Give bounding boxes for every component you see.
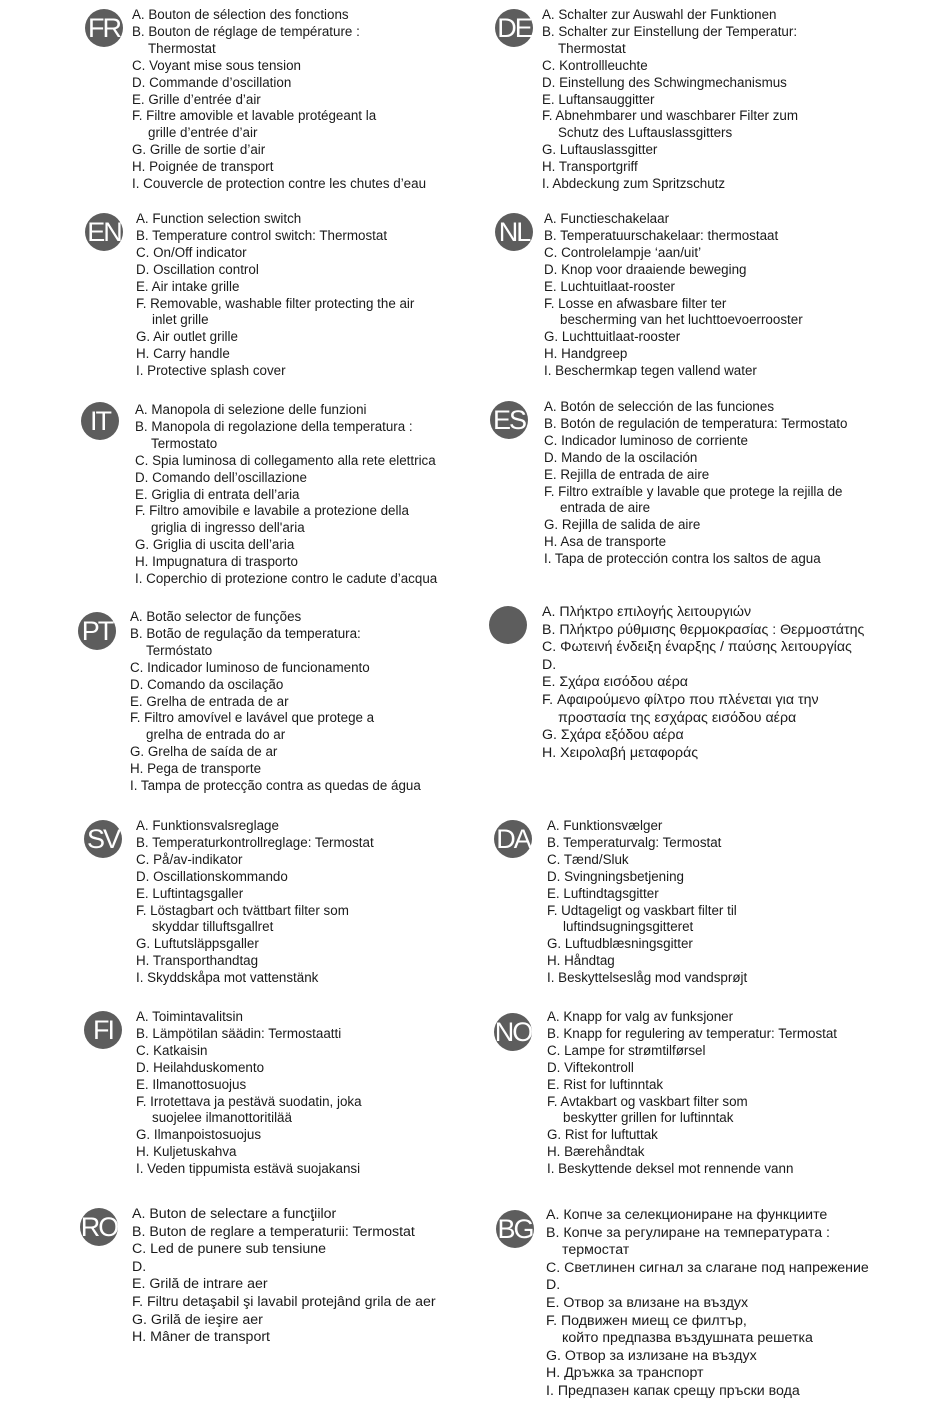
list-item [544,329,803,346]
item-text: H. Kuljetuskahva [136,1144,237,1160]
language-badge [489,606,527,644]
item-text: E. Luftindtagsgitter [547,885,659,901]
item-text: B. Knapp for regulering av temperatur: Termostat [547,1025,838,1041]
item-text: B. Копче за регулиране на температурата : [546,1224,830,1241]
list-item [544,211,803,228]
item-text: A. Manopola di selezione delle funzioni [135,402,367,417]
list-item [547,953,747,970]
item-text-continuation: grelha de entrada do ar [146,727,286,743]
list-item [544,517,847,534]
item-text-continuation: който предпазва въздушната решетка [562,1330,813,1347]
list-item [542,727,864,745]
item-text: B. Botão de regulação da temperatura: [130,625,361,641]
item-text: F. Avtakbart og vaskbart filter som [547,1093,748,1109]
item-text: D. [546,1277,561,1294]
language-badge: SV [84,820,122,858]
list-item [135,470,437,487]
item-text: A. Toimintavalitsin [136,1009,243,1024]
item-text: C. Katkaisin [136,1042,208,1058]
list-item [136,818,374,835]
item-text-continuation: термостат [562,1242,630,1259]
list-item [135,537,437,554]
item-text: H. Pega de transporte [130,761,262,777]
item-text: G. Σχάρα εξόδου αέρα [542,727,684,744]
list-item [136,1094,362,1128]
list-item [135,554,437,571]
list-item [544,228,803,245]
item-text: B. Temperature control switch: Thermostat [136,227,388,243]
list-item [132,1206,436,1224]
item-text-continuation: inlet grille [152,312,209,328]
list-item [135,571,437,588]
item-text: B. Temperaturkontrollreglage: Termostat [136,834,374,850]
language-badge: FR [85,9,123,47]
item-text: G. Luftudblæsningsgitter [547,936,693,952]
item-text: E. Rejilla de entrada de aire [544,466,710,482]
list-item [542,674,864,692]
item-text: H. Bærehåndtak [547,1144,645,1160]
item-text: A. Botón de selección de las funciones [544,399,775,414]
item-text: A. Копче за селекциониране на функциите [546,1207,828,1223]
item-text: E. Luftintagsgaller [136,885,244,901]
list-item [547,1077,837,1094]
item-text: C. Led de punere sub tensiune [132,1241,327,1258]
language-badge: NO [494,1013,532,1051]
item-text: D. Heilahduskomento [136,1059,265,1075]
list-item [132,1294,436,1312]
list-item [135,402,437,419]
item-text: A. Funktionsvalsreglage [136,818,279,833]
list-item [542,604,864,622]
list-item [544,534,847,551]
item-text: F. Filtro extraíble y lavable que protege la rejilla de [544,483,843,499]
item-text: H. Poignée de transport [132,159,274,175]
list-item [546,1295,869,1313]
item-text: C. Indicador luminoso de funcionamento [130,659,370,675]
list-item [136,835,374,852]
item-text: D. Comando dell’oscillazione [135,469,307,485]
parts-list [544,399,847,568]
item-text: H. Transporthandtag [136,953,259,969]
list-item [542,142,798,159]
item-text: D. Oscillation control [136,261,259,277]
list-item [132,92,426,109]
list-item [136,228,414,245]
list-item [136,1009,362,1026]
list-item [136,1144,362,1161]
item-text-continuation: luftindsugningsgitteret [563,919,694,935]
list-item [132,142,426,159]
list-item [135,453,437,470]
list-item [544,467,847,484]
list-item [542,176,798,193]
language-badge: PT [78,612,116,650]
list-item [136,1060,362,1077]
list-item [132,75,426,92]
parts-list [130,609,421,795]
list-item [544,551,847,568]
item-text: C. Voyant mise sous tension [132,57,301,73]
list-item [544,484,847,518]
item-text: A. Bouton de sélection des fonctions [132,7,349,22]
list-item [136,245,414,262]
item-text: D. [132,1258,147,1275]
list-item [542,622,864,640]
parts-list [136,211,414,380]
item-text: B. Manopola di regolazione della temperatura : [135,418,413,434]
list-item [547,903,747,937]
item-text: F. Removable, washable filter protecting the air [136,295,415,311]
list-item [136,903,374,937]
parts-list [547,818,747,987]
item-text-continuation: Thermostat [558,40,626,56]
list-item [542,92,798,109]
list-item [136,1161,362,1178]
item-text: B. Bouton de réglage de température : [132,23,360,39]
language-badge: DA [494,820,532,858]
item-text: I. Предпазен капак срещу пръски вода [546,1382,800,1399]
item-text-continuation: griglia di ingresso dell'aria [151,520,305,536]
list-item [130,710,421,744]
item-text: B. Buton de reglare a temperaturii: Termostat [132,1223,415,1240]
item-text: C. Светлинен сигнал за слагане под напрежение [546,1259,869,1276]
item-text: B. Temperatuurschakelaar: thermostaat [544,227,779,243]
language-badge: NL [495,213,533,251]
list-item [544,416,847,433]
item-text: B. Temperaturvalg: Termostat [547,834,722,850]
item-text: E. Luchtuitlaat-rooster [544,278,675,294]
parts-list [544,211,803,380]
item-text: B. Lämpötilan säädin: Termostaatti [136,1025,342,1041]
list-item [542,24,798,58]
list-item [135,419,437,453]
item-text: D. Mando de la oscilación [544,449,698,465]
list-item [544,245,803,262]
item-text: I. Tapa de protección contra los saltos de agua [544,551,821,567]
list-item [130,744,421,761]
language-badge: IT [81,402,119,440]
list-item [544,262,803,279]
list-item [130,660,421,677]
list-item [136,1026,362,1043]
list-item [547,1127,837,1144]
item-text: D. Oscillationskommando [136,868,288,884]
parts-list [136,818,374,987]
item-text: H. Mâner de transport [132,1329,270,1346]
item-text: G. Grelha de saída de ar [130,744,278,760]
item-text: B. Πλήκτρο ρύθμισης θερμοκρασίας : Θερμοστάτης [542,621,865,638]
item-text-continuation: suojelee ilmanottoritilää [152,1110,292,1126]
item-text: F. Filtro amovibile e lavabile a protezione della [135,503,409,519]
item-text: G. Luftauslassgitter [542,142,658,158]
list-item [547,1009,837,1026]
list-item [130,677,421,694]
list-item [542,745,864,763]
list-item [547,835,747,852]
list-item [130,609,421,626]
item-text: H. Impugnatura di trasporto [135,554,299,570]
list-item [542,58,798,75]
item-text: I. Coperchio di protezione contro le cadute d’acqua [135,571,438,587]
list-item [132,1312,436,1330]
item-text: E. Grelha de entrada de ar [130,693,289,709]
item-text: C. Kontrollleuchte [542,57,648,73]
item-text: D. Einstellung des Schwingmechanismus [542,74,787,90]
list-item [542,639,864,657]
item-text: G. Grilă de ieşire aer [132,1311,263,1328]
list-item [135,503,437,537]
list-item [136,852,374,869]
item-text: D. Knop voor draaiende beweging [544,261,747,277]
parts-list [542,7,798,193]
item-text: A. Function selection switch [136,211,302,226]
item-text: F. Losse en afwasbare filter ter [544,295,727,311]
list-item [132,7,426,24]
language-badge: BG [496,1210,534,1248]
parts-list [132,1206,436,1347]
list-item [136,296,414,330]
list-item [132,1259,436,1277]
list-item [136,953,374,970]
item-text: A. Functieschakelaar [544,211,670,226]
list-item [547,1060,837,1077]
item-text: E. Ilmanottosuojus [136,1076,247,1092]
list-item [547,970,747,987]
list-item [136,346,414,363]
item-text: F. Filtre amovible et lavable protégeant la [132,108,377,124]
list-item [542,159,798,176]
item-text: I. Beschermkap tegen vallend water [544,363,757,379]
list-item [547,869,747,886]
list-item [132,159,426,176]
list-item [544,399,847,416]
list-item [547,1161,837,1178]
item-text: E. Grilă de intrare aer [132,1276,268,1293]
list-item [136,1043,362,1060]
item-text: D. Comando da oscilação [130,676,284,692]
list-item [136,869,374,886]
item-text: G. Air outlet grille [136,329,238,345]
item-text-continuation: προστασία της εσχάρας εισόδου αέρα [558,709,797,726]
list-item [135,487,437,504]
item-text: F. Udtageligt og vaskbart filter til [547,902,737,918]
item-text-continuation: entrada de aire [560,500,651,516]
list-item [132,58,426,75]
item-text: F. Подвижен миещ се филтър, [546,1312,747,1329]
parts-list [546,1207,869,1401]
item-text: F. Αφαιρούμενο φίλτρο που πλένεται για την [542,691,819,708]
item-text: C. Lampe for strømtilførsel [547,1042,706,1058]
parts-list [136,1009,362,1178]
list-item [547,1043,837,1060]
item-text-continuation: Termostato [151,435,218,451]
item-text: H. Дръжка за транспорт [546,1365,704,1382]
item-text: H. Transportgriff [542,159,638,175]
list-item [132,1224,436,1242]
item-text-continuation: beskytter grillen for luftinntak [563,1110,734,1126]
list-item [546,1207,869,1225]
item-text: E. Σχάρα εισόδου αέρα [542,674,689,691]
list-item [544,296,803,330]
list-item [546,1277,869,1295]
item-text: B. Schalter zur Einstellung der Temperatur: [542,23,798,39]
list-item [547,818,747,835]
item-text: A. Knapp for valg av funksjoner [547,1009,734,1024]
item-text: A. Funktionsvælger [547,818,663,833]
item-text: G. Rist for luftuttak [547,1127,658,1143]
item-text: G. Grille de sortie d’air [132,142,266,158]
list-item [136,211,414,228]
item-text: C. På/av-indikator [136,851,243,867]
list-item [544,346,803,363]
parts-list [542,604,864,762]
item-text-continuation: Termóstato [146,642,213,658]
list-item [132,1241,436,1259]
list-item [542,75,798,92]
list-item [542,108,798,142]
list-item [547,852,747,869]
item-text: I. Beskyttelseslåg mod vandsprøjt [547,970,748,986]
item-text: B. Botón de regulación de temperatura: Termostato [544,415,848,431]
item-text: A. Πλήκτρο επιλογής λειτουργιών [542,604,752,620]
item-text: E. Griglia di entrata dell’aria [135,486,300,502]
list-item [136,262,414,279]
item-text: E. Air intake grille [136,278,240,294]
list-item [544,279,803,296]
item-text-continuation: skyddar tilluftsgallret [152,919,274,935]
list-item [544,433,847,450]
item-text: E. Отвор за влизане на въздух [546,1294,749,1311]
list-item [132,176,426,193]
item-text: C. Tænd/Sluk [547,851,629,867]
item-text: D. [542,656,557,673]
list-item [542,657,864,675]
list-item [136,886,374,903]
item-text: H. Håndtag [547,953,615,969]
item-text: I. Skyddskåpa mot vattenstänk [136,970,319,986]
item-text: I. Veden tippumista estävä suojakansi [136,1161,361,1177]
parts-list [547,1009,837,1178]
item-text: G. Rejilla de salida de aire [544,517,701,533]
list-item [547,1026,837,1043]
item-text: H. Asa de transporte [544,534,667,550]
list-item [546,1383,869,1401]
item-text: F. Abnehmbarer und waschbarer Filter zum [542,108,799,124]
list-item [132,1329,436,1347]
item-text-continuation: bescherming van het luchttoevoerrooster [560,312,803,328]
list-item [136,279,414,296]
item-text: G. Отвор за излизане на въздух [546,1347,757,1364]
parts-list [135,402,437,588]
item-text: D. Viftekontroll [547,1059,634,1075]
item-text: F. Irrotettava ja pestävä suodatin, joka [136,1093,362,1109]
list-item [130,626,421,660]
list-item [136,329,414,346]
item-text: I. Abdeckung zum Spritzschutz [542,176,726,192]
item-text: C. Spia luminosa di collegamento alla rete elettrica [135,452,436,468]
list-item [547,936,747,953]
item-text: C. Φωτεινή ένδειξη έναρξης / παύσης λειτουργίας [542,639,852,656]
list-item [544,450,847,467]
list-item [136,970,374,987]
list-item [542,692,864,727]
list-item [130,778,421,795]
item-text: C. On/Off indicator [136,244,247,260]
list-item [130,694,421,711]
item-text: H. Carry handle [136,346,230,362]
list-item [544,363,803,380]
list-item [132,1276,436,1294]
list-item [130,761,421,778]
item-text: D. Svingningsbetjening [547,868,684,884]
list-item [132,108,426,142]
list-item [546,1225,869,1260]
item-text: E. Grille d’entrée d’air [132,91,261,107]
item-text: G. Luftutsläppsgaller [136,936,259,952]
list-item [547,886,747,903]
item-text-continuation: grille d’entrée d’air [148,125,258,141]
list-item [546,1365,869,1383]
list-item [542,7,798,24]
item-text: G. Luchttuitlaat-rooster [544,329,681,345]
item-text: C. Indicador luminoso de corriente [544,432,748,448]
list-item [132,24,426,58]
item-text: F. Filtru detaşabil şi lavabil protejând grila de aer [132,1293,436,1310]
item-text: F. Löstagbart och tvättbart filter som [136,902,349,918]
item-text: D. Commande d’oscillation [132,74,292,90]
parts-list [132,7,426,193]
item-text: I. Tampa de protecção contra as quedas de água [130,778,421,794]
item-text: A. Botão selector de funções [130,609,302,624]
language-badge: ES [490,401,528,439]
item-text: A. Buton de selectare a funcţiilor [132,1206,337,1222]
item-text: I. Beskyttende deksel mot rennende vann [547,1161,794,1177]
list-item [547,1144,837,1161]
item-text: C. Controlelampje ‘aan/uit’ [544,244,702,260]
list-item [546,1313,869,1348]
language-badge: EN [85,213,123,251]
item-text: G. Ilmanpoistosuojus [136,1127,262,1143]
list-item [546,1348,869,1366]
item-text: E. Rist for luftinntak [547,1076,664,1092]
list-item [136,936,374,953]
item-text-continuation: Thermostat [148,40,216,56]
language-badge: RO [80,1208,118,1246]
item-text-continuation: Schutz des Luftauslassgitters [558,125,733,141]
list-item [136,363,414,380]
language-badge: FI [84,1011,122,1049]
item-text: I. Couvercle de protection contre les chutes d’eau [132,176,427,192]
item-text: E. Luftansauggitter [542,91,655,107]
item-text: I. Protective splash cover [136,363,286,379]
list-item [546,1260,869,1278]
language-badge: DE [495,9,533,47]
item-text: G. Griglia di uscita dell’aria [135,537,295,553]
item-text: H. Χειρολαβή μεταφοράς [542,744,699,761]
item-text: F. Filtro amovível e lavável que protege a [130,710,375,726]
list-item [136,1077,362,1094]
item-text: H. Handgreep [544,346,628,362]
item-text: A. Schalter zur Auswahl der Funktionen [542,7,777,22]
list-item [136,1127,362,1144]
list-item [547,1094,837,1128]
